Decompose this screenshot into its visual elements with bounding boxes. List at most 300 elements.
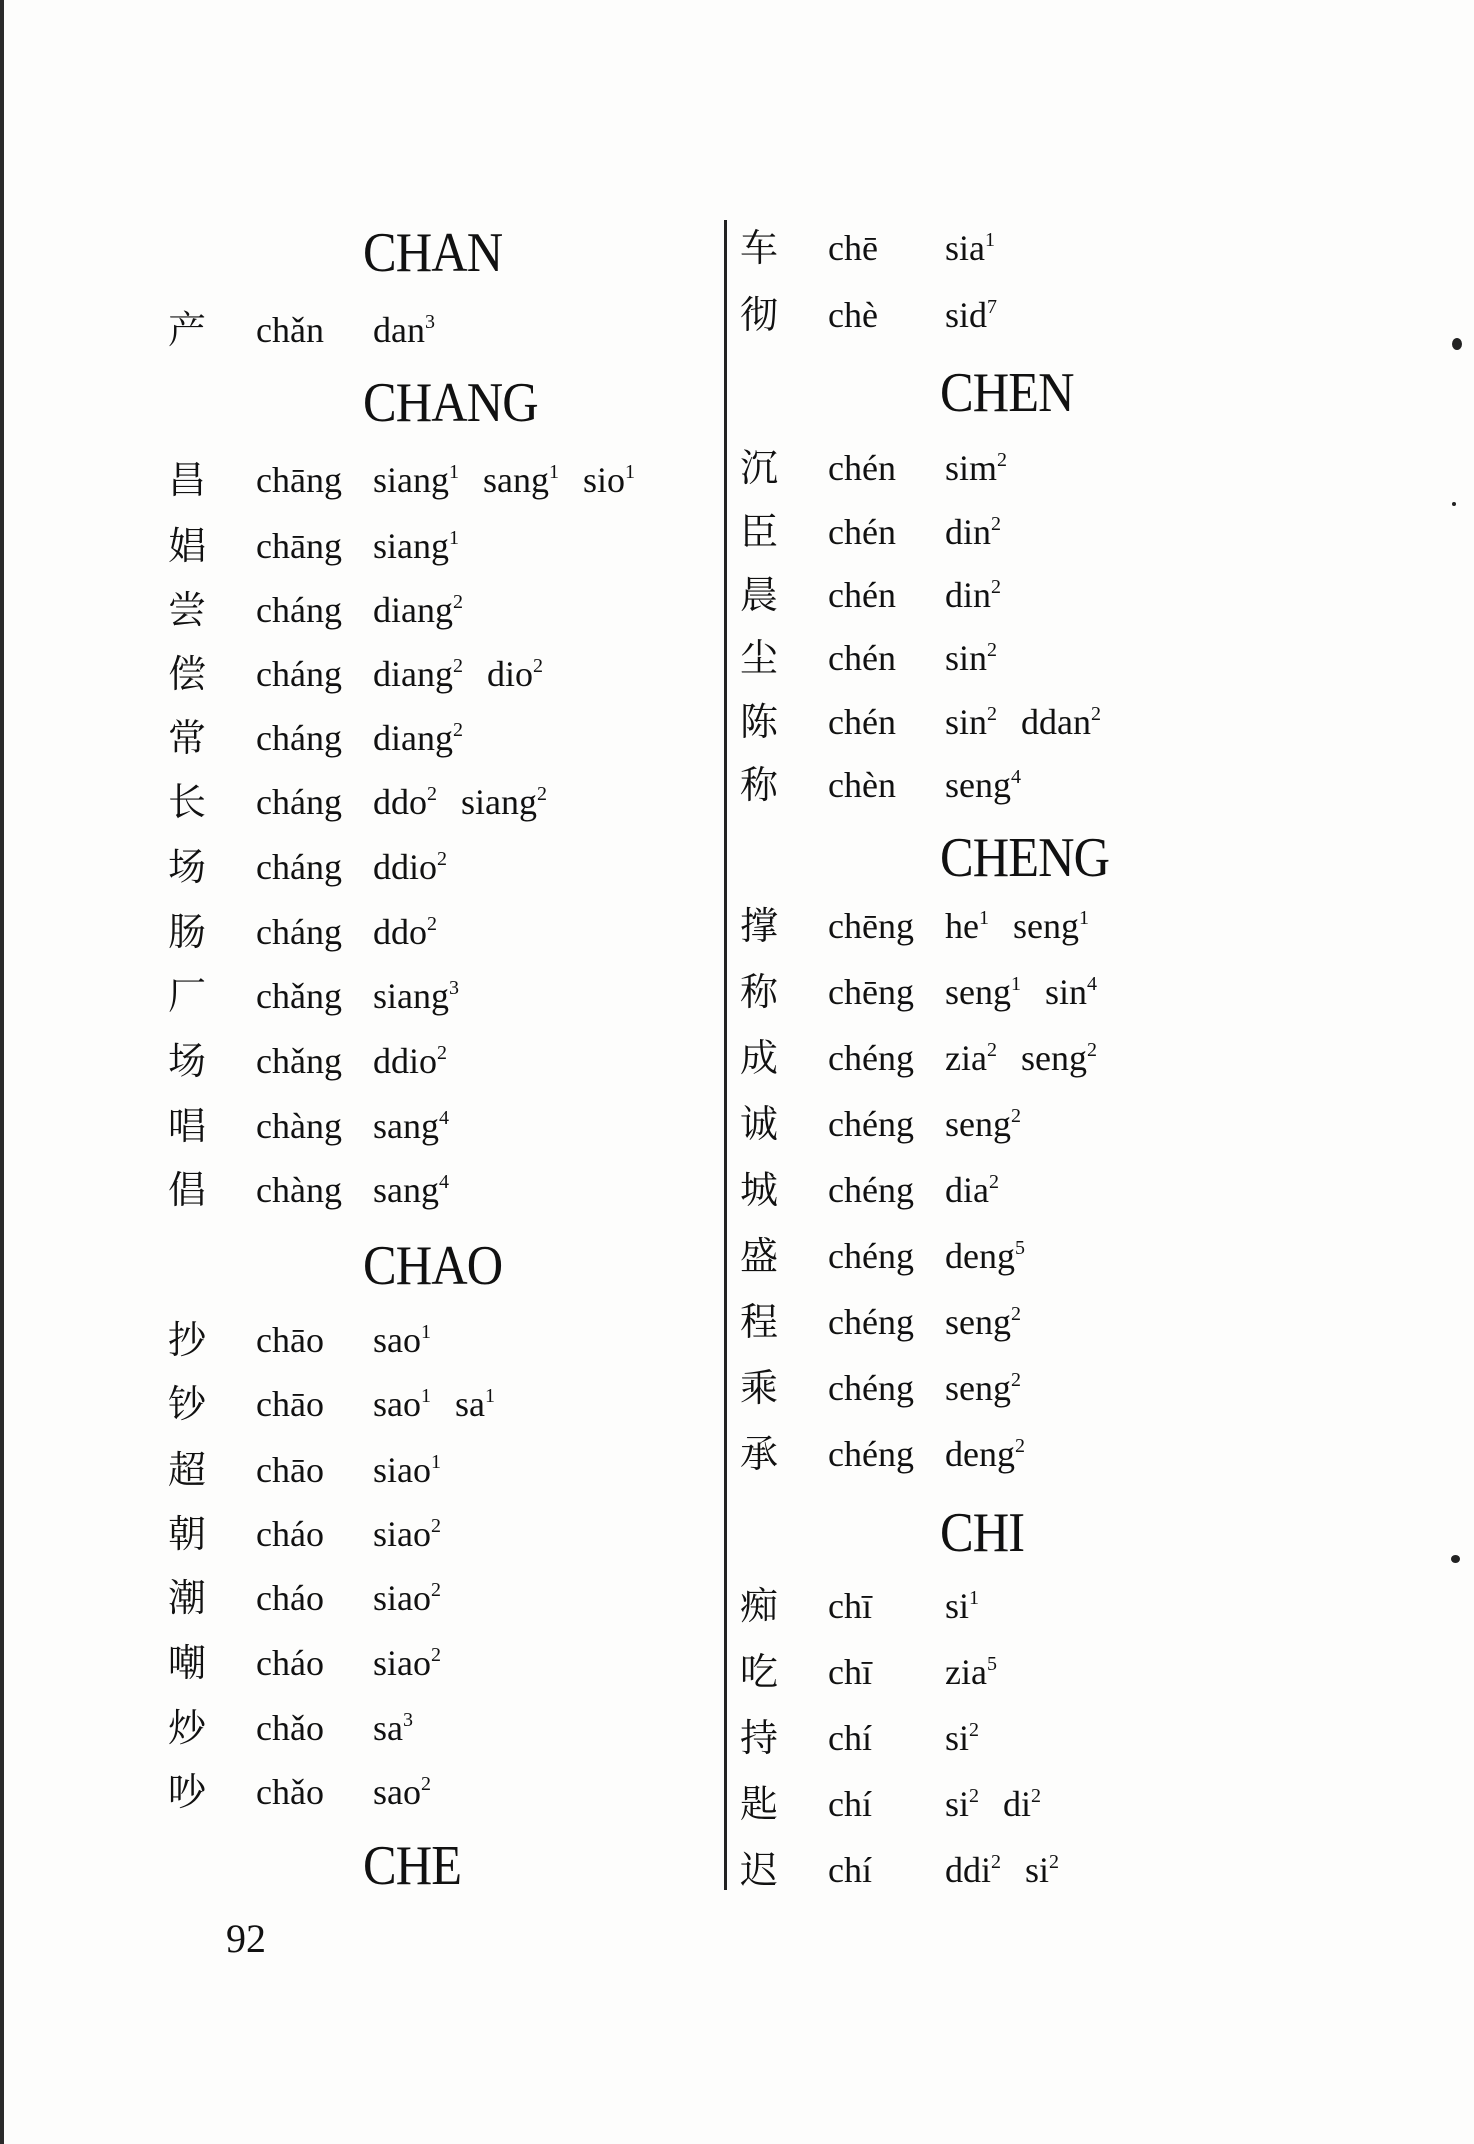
hanzi-character: 沉 bbox=[740, 446, 779, 490]
dialect-syllable bbox=[945, 1297, 1021, 1347]
dialect-syllable bbox=[945, 1231, 1025, 1281]
scan-speck bbox=[1452, 338, 1462, 350]
syllable-text: sao bbox=[373, 1772, 421, 1812]
dialect-syllable bbox=[1003, 1779, 1041, 1829]
hanzi-character: 抄 bbox=[168, 1318, 207, 1362]
tone-number: 4 bbox=[439, 1171, 449, 1193]
dialect-syllable bbox=[373, 1703, 413, 1753]
pinyin: chéng bbox=[828, 1104, 914, 1144]
syllable-text: siao bbox=[373, 1578, 431, 1618]
hanzi-character: 陈 bbox=[740, 700, 779, 744]
tone-number: 2 bbox=[1049, 1851, 1060, 1873]
dialect-readings bbox=[945, 223, 1019, 273]
hanzi-character: 昌 bbox=[168, 458, 207, 502]
pinyin: chēng bbox=[828, 906, 914, 946]
pinyin: chí bbox=[828, 1718, 872, 1758]
syllable-text: sang bbox=[373, 1170, 439, 1210]
pinyin: cháng bbox=[256, 912, 342, 952]
dialect-readings bbox=[373, 1445, 465, 1495]
dialect-syllable bbox=[945, 223, 995, 273]
syllable-text: diang bbox=[373, 590, 453, 630]
dialect-syllable bbox=[373, 521, 459, 571]
tone-number: 2 bbox=[537, 783, 547, 805]
tone-number: 2 bbox=[427, 913, 437, 935]
pinyin: chī bbox=[828, 1586, 872, 1626]
syllable-text: siao bbox=[373, 1643, 431, 1683]
pinyin: chāng bbox=[256, 460, 342, 500]
dialect-syllable bbox=[373, 1379, 431, 1429]
tone-number: 1 bbox=[985, 229, 995, 251]
dialect-readings bbox=[945, 760, 1045, 810]
dialect-syllable bbox=[945, 697, 997, 747]
hanzi-character: 持 bbox=[740, 1716, 779, 1760]
dialect-syllable bbox=[373, 1638, 441, 1688]
syllable-text: siang bbox=[373, 526, 449, 566]
dialect-readings bbox=[945, 1647, 1021, 1697]
dialect-syllable bbox=[373, 1315, 431, 1365]
hanzi-character: 场 bbox=[168, 1039, 207, 1083]
dialect-readings bbox=[945, 967, 1121, 1017]
syllable-text: ddan bbox=[1021, 702, 1091, 742]
syllable-text: sa bbox=[455, 1384, 485, 1424]
hanzi-character: 场 bbox=[168, 845, 207, 889]
syllable-text: seng bbox=[945, 1302, 1011, 1342]
syllable-text: di bbox=[1003, 1784, 1032, 1824]
dialect-readings bbox=[945, 290, 1021, 340]
hanzi-character: 唱 bbox=[168, 1104, 207, 1148]
pinyin: chéng bbox=[828, 1368, 914, 1408]
pinyin: chǎo bbox=[256, 1708, 324, 1748]
pinyin: chǎng bbox=[256, 1041, 342, 1081]
dialect-readings bbox=[373, 585, 487, 635]
pinyin: chèn bbox=[828, 765, 896, 805]
pinyin: cháng bbox=[256, 847, 342, 887]
pinyin: chāo bbox=[256, 1450, 324, 1490]
pinyin: chàng bbox=[256, 1106, 342, 1146]
tone-number: 2 bbox=[1011, 1105, 1021, 1127]
pinyin: cháo bbox=[256, 1578, 324, 1618]
pinyin: cháng bbox=[256, 590, 342, 630]
dialect-syllable bbox=[373, 907, 437, 957]
hanzi-character: 盛 bbox=[740, 1234, 779, 1278]
tone-number: 2 bbox=[991, 513, 1002, 535]
tone-number: 1 bbox=[1078, 907, 1089, 929]
section-heading: CHENG bbox=[940, 827, 1110, 889]
hanzi-character: 娼 bbox=[168, 524, 207, 568]
hanzi-character: 晨 bbox=[740, 573, 779, 617]
syllable-text: siang bbox=[461, 782, 537, 822]
dialect-syllable bbox=[373, 713, 463, 763]
tone-number: 2 bbox=[421, 1773, 431, 1795]
hanzi-character: 程 bbox=[740, 1300, 779, 1344]
page-number: 92 bbox=[226, 1916, 266, 1961]
dialect-readings bbox=[373, 521, 483, 571]
syllable-text: si bbox=[1025, 1850, 1050, 1890]
pinyin: chén bbox=[828, 575, 896, 615]
syllable-text: zia bbox=[945, 1038, 987, 1078]
dialect-syllable bbox=[945, 1581, 979, 1631]
pinyin: chī bbox=[828, 1652, 872, 1692]
tone-number: 2 bbox=[988, 1171, 999, 1193]
dialect-readings bbox=[945, 1713, 1003, 1763]
syllable-text: din bbox=[945, 575, 992, 615]
syllable-text: dia bbox=[945, 1170, 989, 1210]
section-heading: CHAN bbox=[363, 222, 503, 284]
dialect-syllable bbox=[373, 971, 459, 1021]
dialect-readings bbox=[945, 1779, 1065, 1829]
dialect-readings bbox=[945, 901, 1113, 951]
syllable-text: siang bbox=[373, 976, 449, 1016]
tone-number: 1 bbox=[625, 461, 636, 483]
dialect-readings bbox=[945, 443, 1031, 493]
pinyin: chè bbox=[828, 295, 878, 335]
hanzi-character: 吵 bbox=[168, 1770, 207, 1814]
syllable-text: sid bbox=[945, 295, 988, 335]
dialect-syllable bbox=[373, 585, 463, 635]
syllable-text: seng bbox=[945, 1104, 1011, 1144]
dialect-syllable bbox=[487, 649, 543, 699]
hanzi-character: 车 bbox=[740, 226, 779, 270]
dialect-syllable bbox=[945, 1099, 1021, 1149]
section-heading: CHAO bbox=[363, 1235, 503, 1297]
hanzi-character: 称 bbox=[740, 970, 779, 1014]
dialect-syllable bbox=[945, 290, 997, 340]
syllable-text: seng bbox=[945, 765, 1011, 805]
dialect-syllable bbox=[483, 455, 559, 505]
dialect-readings bbox=[373, 971, 483, 1021]
dialect-syllable bbox=[373, 649, 463, 699]
tone-number: 1 bbox=[1011, 973, 1021, 995]
dialect-readings bbox=[373, 1509, 465, 1559]
hanzi-character: 乘 bbox=[740, 1366, 779, 1410]
tone-number: 1 bbox=[421, 1321, 431, 1343]
hanzi-character: 承 bbox=[740, 1432, 779, 1476]
tone-number: 2 bbox=[437, 848, 448, 870]
column-divider bbox=[724, 220, 727, 1890]
hanzi-character: 倡 bbox=[168, 1168, 207, 1212]
scan-speck bbox=[1451, 1555, 1460, 1563]
dialect-readings bbox=[945, 1099, 1045, 1149]
dialect-readings bbox=[373, 777, 571, 827]
dialect-readings bbox=[373, 1165, 473, 1215]
pinyin: chéng bbox=[828, 1434, 914, 1474]
scan-edge bbox=[0, 0, 4, 2144]
pinyin: chéng bbox=[828, 1236, 914, 1276]
dialect-readings bbox=[945, 1231, 1049, 1281]
dialect-readings bbox=[945, 1429, 1049, 1479]
dialect-syllable bbox=[1021, 697, 1101, 747]
dialect-syllable bbox=[373, 777, 437, 827]
syllable-text: sao bbox=[373, 1320, 421, 1360]
syllable-text: ddi bbox=[945, 1850, 992, 1890]
dialect-readings bbox=[373, 842, 471, 892]
tone-number: 2 bbox=[431, 1515, 441, 1537]
hanzi-character: 超 bbox=[168, 1448, 207, 1492]
syllable-text: dio bbox=[486, 654, 533, 694]
dialect-syllable bbox=[583, 455, 635, 505]
pinyin: chéng bbox=[828, 1170, 914, 1210]
tone-number: 2 bbox=[1091, 703, 1101, 725]
dialect-syllable bbox=[945, 507, 1001, 557]
hanzi-character: 朝 bbox=[168, 1512, 207, 1556]
dialect-readings bbox=[945, 1845, 1083, 1895]
pinyin: chāng bbox=[256, 526, 342, 566]
dialect-readings bbox=[945, 1033, 1121, 1083]
hanzi-character: 潮 bbox=[168, 1576, 207, 1620]
tone-number: 2 bbox=[997, 449, 1008, 471]
dialect-syllable bbox=[945, 967, 1021, 1017]
tone-number: 2 bbox=[969, 1785, 980, 1807]
hanzi-character: 产 bbox=[168, 308, 207, 352]
tone-number: 1 bbox=[431, 1451, 441, 1473]
pinyin: cháng bbox=[256, 654, 342, 694]
tone-number: 2 bbox=[533, 655, 543, 677]
hanzi-character: 臣 bbox=[740, 510, 779, 554]
tone-number: 2 bbox=[431, 1644, 441, 1666]
dialect-syllable bbox=[373, 305, 435, 355]
dialect-readings bbox=[945, 1363, 1045, 1413]
tone-number: 2 bbox=[1031, 1785, 1042, 1807]
syllable-text: siao bbox=[373, 1450, 431, 1490]
dialect-readings bbox=[373, 1703, 437, 1753]
tone-number: 3 bbox=[424, 311, 435, 333]
dialect-readings bbox=[945, 697, 1125, 747]
pinyin: chē bbox=[828, 228, 878, 268]
dialect-readings bbox=[373, 1767, 455, 1817]
hanzi-character: 诚 bbox=[740, 1102, 779, 1146]
pinyin: cháng bbox=[256, 782, 342, 822]
dialect-readings bbox=[373, 1101, 473, 1151]
dialect-readings bbox=[373, 1315, 455, 1365]
hanzi-character: 痴 bbox=[740, 1584, 779, 1628]
dialect-syllable bbox=[945, 1845, 1001, 1895]
tone-number: 1 bbox=[421, 1385, 431, 1407]
dialect-syllable bbox=[373, 1101, 449, 1151]
dialect-readings bbox=[373, 1573, 465, 1623]
dialect-syllable bbox=[945, 1647, 997, 1697]
syllable-text: si bbox=[945, 1784, 970, 1824]
hanzi-character: 常 bbox=[168, 716, 207, 760]
tone-number: 4 bbox=[1087, 973, 1098, 995]
syllable-text: sa bbox=[373, 1708, 403, 1748]
tone-number: 2 bbox=[437, 1042, 448, 1064]
pinyin: chǎn bbox=[256, 310, 324, 350]
hanzi-character: 迟 bbox=[740, 1848, 779, 1892]
tone-number: 2 bbox=[1086, 1039, 1097, 1061]
syllable-text: ddo bbox=[373, 912, 427, 952]
tone-number: 2 bbox=[991, 576, 1002, 598]
section-heading: CHEN bbox=[940, 362, 1074, 424]
hanzi-character: 炒 bbox=[168, 1706, 207, 1750]
pinyin: chéng bbox=[828, 1038, 914, 1078]
tone-number: 5 bbox=[1014, 1237, 1025, 1259]
syllable-text: si bbox=[945, 1586, 970, 1626]
dialect-readings bbox=[373, 713, 487, 763]
pinyin: cháo bbox=[256, 1514, 324, 1554]
dialect-readings bbox=[945, 507, 1025, 557]
pinyin: cháo bbox=[256, 1643, 324, 1683]
section-heading: CHE bbox=[363, 1835, 462, 1897]
syllable-text: ddo bbox=[373, 782, 427, 822]
dialect-syllable bbox=[1021, 1033, 1097, 1083]
hanzi-character: 偿 bbox=[168, 652, 207, 696]
syllable-text: siao bbox=[373, 1514, 431, 1554]
dialect-syllable bbox=[945, 570, 1001, 620]
tone-number: 3 bbox=[449, 977, 459, 999]
hanzi-character: 称 bbox=[740, 763, 779, 807]
pinyin: chēng bbox=[828, 972, 914, 1012]
syllable-text: he bbox=[945, 906, 979, 946]
syllable-text: din bbox=[945, 512, 992, 552]
dialect-readings bbox=[373, 1379, 519, 1429]
tone-number: 1 bbox=[969, 1587, 980, 1609]
hanzi-character: 尘 bbox=[740, 636, 779, 680]
syllable-text: sia bbox=[945, 228, 985, 268]
tone-number: 2 bbox=[452, 591, 463, 613]
syllable-text: diang bbox=[373, 654, 453, 694]
dialect-syllable bbox=[373, 842, 447, 892]
tone-number: 3 bbox=[403, 1709, 413, 1731]
pinyin: chén bbox=[828, 702, 896, 742]
syllable-text: sao bbox=[373, 1384, 421, 1424]
dialect-syllable bbox=[455, 1379, 495, 1429]
dialect-syllable bbox=[373, 455, 459, 505]
syllable-text: sin bbox=[945, 638, 988, 678]
tone-number: 2 bbox=[991, 1851, 1002, 1873]
dialect-syllable bbox=[373, 1165, 449, 1215]
dialect-syllable bbox=[373, 1445, 441, 1495]
syllable-text: sang bbox=[373, 1106, 439, 1146]
syllable-text: seng bbox=[945, 972, 1011, 1012]
syllable-text: deng bbox=[945, 1236, 1015, 1276]
dialect-syllable bbox=[1045, 967, 1097, 1017]
tone-number: 2 bbox=[1014, 1435, 1025, 1457]
pinyin: cháng bbox=[256, 718, 342, 758]
hanzi-character: 肠 bbox=[168, 910, 207, 954]
tone-number: 2 bbox=[986, 1039, 997, 1061]
hanzi-character: 吃 bbox=[740, 1650, 779, 1694]
syllable-text: zia bbox=[945, 1652, 987, 1692]
dialect-readings bbox=[373, 1638, 465, 1688]
tone-number: 4 bbox=[439, 1107, 449, 1129]
syllable-text: ddio bbox=[373, 847, 438, 887]
tone-number: 2 bbox=[452, 655, 463, 677]
syllable-text: sang bbox=[483, 460, 549, 500]
tone-number: 5 bbox=[986, 1653, 997, 1675]
dialect-readings bbox=[373, 455, 659, 505]
tone-number: 1 bbox=[978, 907, 989, 929]
hanzi-character: 成 bbox=[740, 1036, 779, 1080]
syllable-text: seng bbox=[1020, 1038, 1087, 1078]
dialect-syllable bbox=[373, 1767, 431, 1817]
tone-number: 1 bbox=[549, 461, 559, 483]
syllable-text: seng bbox=[945, 1368, 1011, 1408]
section-heading: CHANG bbox=[363, 372, 538, 434]
tone-number: 2 bbox=[1011, 1303, 1021, 1325]
hanzi-character: 厂 bbox=[168, 974, 207, 1018]
hanzi-character: 嘲 bbox=[168, 1641, 207, 1685]
dialect-readings bbox=[945, 1581, 1003, 1631]
tone-number: 2 bbox=[987, 639, 998, 661]
dialect-readings bbox=[945, 1297, 1045, 1347]
dialect-syllable bbox=[945, 760, 1021, 810]
dialect-syllable bbox=[1025, 1845, 1059, 1895]
syllable-text: sin bbox=[1045, 972, 1088, 1012]
tone-number: 1 bbox=[485, 1385, 495, 1407]
pinyin: chén bbox=[828, 448, 896, 488]
dialect-syllable bbox=[945, 443, 1007, 493]
dialect-syllable bbox=[945, 1429, 1025, 1479]
hanzi-character: 匙 bbox=[740, 1782, 779, 1826]
dialect-readings bbox=[945, 570, 1025, 620]
pinyin: chén bbox=[828, 512, 896, 552]
tone-number: 7 bbox=[987, 296, 998, 318]
hanzi-character: 长 bbox=[168, 780, 207, 824]
pinyin: chǎo bbox=[256, 1772, 324, 1812]
pinyin: chí bbox=[828, 1784, 872, 1824]
dialect-readings bbox=[373, 649, 567, 699]
dialect-syllable bbox=[945, 901, 989, 951]
pinyin: chén bbox=[828, 638, 896, 678]
syllable-text: diang bbox=[373, 718, 453, 758]
dialect-readings bbox=[373, 907, 461, 957]
dialect-readings bbox=[373, 305, 459, 355]
syllable-text: sim bbox=[945, 448, 998, 488]
tone-number: 2 bbox=[969, 1719, 980, 1741]
syllable-text: sio bbox=[583, 460, 626, 500]
syllable-text: si bbox=[945, 1718, 970, 1758]
tone-number: 2 bbox=[427, 783, 437, 805]
pinyin: chǎng bbox=[256, 976, 342, 1016]
dialect-syllable bbox=[945, 1033, 997, 1083]
hanzi-character: 钞 bbox=[168, 1382, 207, 1426]
dialect-readings bbox=[945, 633, 1021, 683]
syllable-text: dan bbox=[373, 310, 425, 350]
hanzi-character: 彻 bbox=[740, 293, 779, 337]
pinyin: chéng bbox=[828, 1302, 914, 1342]
pinyin: chàng bbox=[256, 1170, 342, 1210]
tone-number: 2 bbox=[431, 1579, 441, 1601]
scan-speck bbox=[1452, 502, 1456, 506]
dialect-readings bbox=[945, 1165, 1023, 1215]
tone-number: 2 bbox=[452, 719, 463, 741]
dialect-syllable bbox=[373, 1509, 441, 1559]
syllable-text: ddio bbox=[373, 1041, 438, 1081]
tone-number: 4 bbox=[1011, 766, 1021, 788]
pinyin: chāo bbox=[256, 1320, 324, 1360]
syllable-text: siang bbox=[373, 460, 449, 500]
dialect-syllable bbox=[945, 1165, 999, 1215]
tone-number: 1 bbox=[449, 461, 459, 483]
tone-number: 1 bbox=[449, 527, 459, 549]
dialect-syllable bbox=[373, 1036, 447, 1086]
dialect-syllable bbox=[945, 1779, 979, 1829]
dialect-syllable bbox=[1013, 901, 1089, 951]
syllable-text: sin bbox=[945, 702, 988, 742]
hanzi-character: 撑 bbox=[740, 904, 779, 948]
pinyin: chí bbox=[828, 1850, 872, 1890]
dialect-syllable bbox=[461, 777, 547, 827]
section-heading: CHI bbox=[940, 1502, 1025, 1564]
hanzi-character: 城 bbox=[740, 1168, 779, 1212]
dialect-readings bbox=[373, 1036, 471, 1086]
dialect-syllable bbox=[945, 1713, 979, 1763]
dialect-syllable bbox=[373, 1573, 441, 1623]
syllable-text: seng bbox=[1012, 906, 1079, 946]
dialect-syllable bbox=[945, 633, 997, 683]
tone-number: 2 bbox=[987, 703, 998, 725]
tone-number: 2 bbox=[1011, 1369, 1021, 1391]
